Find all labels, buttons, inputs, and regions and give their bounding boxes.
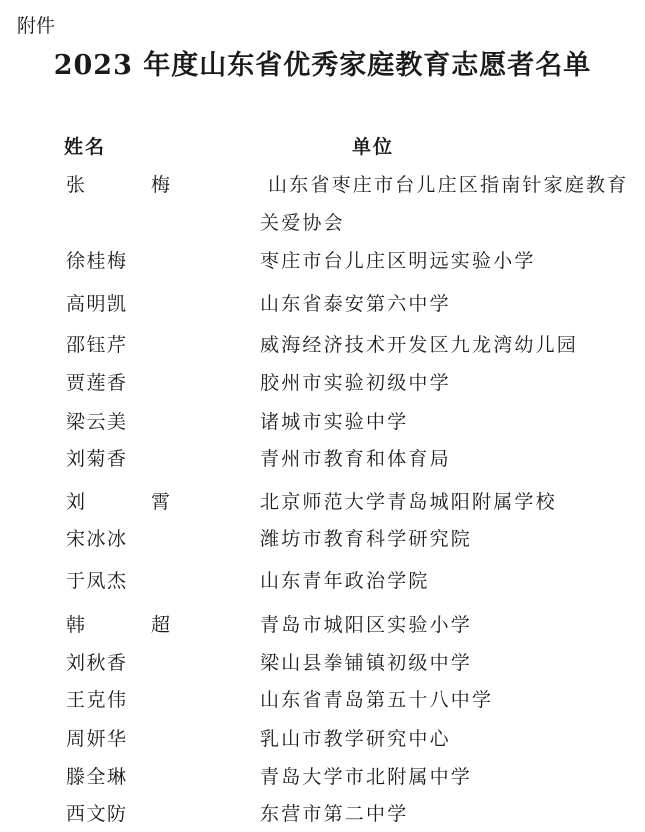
volunteer-name: 徐桂梅 <box>66 250 128 272</box>
volunteer-name: 宋冰冰 <box>66 528 128 550</box>
volunteer-name: 韩 超 <box>66 614 201 636</box>
volunteer-unit: 青州市教育和体育局 <box>260 448 451 470</box>
document-title: 2023 年度山东省优秀家庭教育志愿者名单 <box>53 50 592 81</box>
volunteer-name: 周妍华 <box>66 728 128 750</box>
volunteer-name: 高明凯 <box>66 293 128 315</box>
volunteer-unit: 枣庄市台儿庄区明远实验小学 <box>260 250 536 272</box>
column-header-unit: 单位 <box>352 136 395 158</box>
volunteer-unit: 潍坊市教育科学研究院 <box>260 528 473 550</box>
volunteer-unit: 青岛大学市北附属中学 <box>260 766 473 788</box>
volunteer-name: 滕全琳 <box>66 766 128 788</box>
volunteer-name: 贾莲香 <box>66 372 128 394</box>
volunteer-unit: 北京师范大学青岛城阳附属学校 <box>260 491 557 513</box>
volunteer-unit: 梁山县拳铺镇初级中学 <box>260 652 473 674</box>
attachment-label: 附件 <box>17 15 56 37</box>
volunteer-unit: 东营市第二中学 <box>260 803 409 825</box>
volunteer-unit: 山东省枣庄市台儿庄区指南针家庭教育关爱协会 <box>260 174 629 234</box>
volunteer-unit: 诸城市实验中学 <box>260 411 409 433</box>
volunteer-unit: 胶州市实验初级中学 <box>260 372 451 394</box>
volunteer-unit: 乳山市教学研究中心 <box>260 728 451 750</box>
volunteer-name: 邵钰芹 <box>66 334 128 356</box>
volunteer-unit: 山东省泰安第六中学 <box>260 293 451 315</box>
volunteer-name: 刘菊香 <box>66 448 128 470</box>
volunteer-name: 王克伟 <box>66 689 128 711</box>
volunteer-name: 梁云美 <box>66 411 128 433</box>
column-header-name: 姓名 <box>64 136 107 158</box>
volunteer-name: 张 梅 <box>66 174 201 196</box>
volunteer-unit: 威海经济技术开发区九龙湾幼儿园 <box>260 334 579 356</box>
volunteer-unit: 青岛市城阳区实验小学 <box>260 614 473 636</box>
volunteer-name: 西文防 <box>66 803 128 825</box>
volunteer-name: 刘 霄 <box>66 491 201 513</box>
volunteer-unit: 山东省青岛第五十八中学 <box>260 689 494 711</box>
volunteer-unit: 山东青年政治学院 <box>260 570 430 592</box>
volunteer-name: 于凤杰 <box>66 570 128 592</box>
volunteer-name: 刘秋香 <box>66 652 128 674</box>
